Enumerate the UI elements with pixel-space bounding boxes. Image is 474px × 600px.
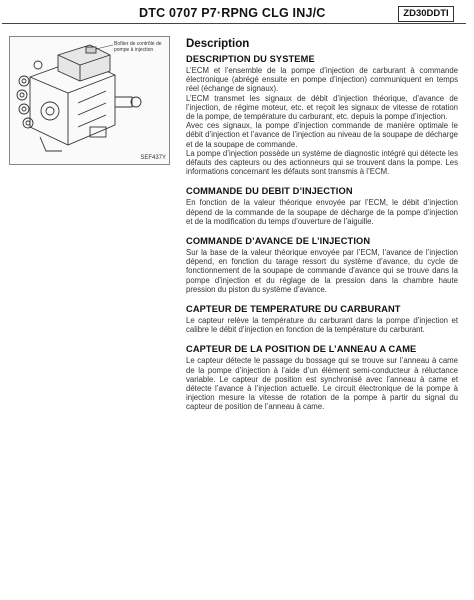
paragraph: Le capteur détecte le passage du bossage qui se trouve sur l’anneau à came de la pompe d’injection à l’aide d’un élément semi-conducteur à réluctance variable. Le capteur de position est synchronisé avec l’anneau à came et détecte l’avance à l’injection actuelle. Le circuit électronique de la pompe à injection mesure la vitesse de rotation de la pompe à partir du signal du capteur de position de l’anneau à came. (186, 356, 458, 412)
section-title-avance: COMMANDE D’AVANCE DE L’INJECTION (186, 236, 371, 247)
figure-caption: Boîtier de contrôle de pompe à injection (114, 41, 162, 53)
paragraph: Avec ces signaux, la pompe d’injection commande de manière optimale le débit d’injection et l’avance de l’injection au niveau de la soupape de décharge et de la soupape de commande. (186, 121, 458, 149)
section-title-anneau-came: CAPTEUR DE LA POSITION DE L’ANNEAU A CAME (186, 344, 417, 355)
description-title: Description (186, 38, 250, 50)
injection-pump-figure (9, 36, 170, 165)
paragraph: En fonction de la valeur théorique envoyée par l’ECM, le débit d’injection dépend de la commande de la soupape de décharge de la pompe d’injection et de la modification du temps d’ouverture de l’aiguille. (186, 198, 458, 226)
section-title-temperature: CAPTEUR DE TEMPERATURE DU CARBURANT (186, 304, 401, 315)
paragraph: L’ECM transmet les signaux de débit d’injection théorique, d’avance de l’injection, de régime moteur, etc. et reçoit les signaux de vitesse de rotation de la pompe, de température du carburant, etc. depuis la pompe d’injection. (186, 93, 458, 122)
section-title-debit: COMMANDE DU DEBIT D’INJECTION (186, 186, 353, 197)
injection-pump-drawing (10, 37, 169, 164)
paragraph: Le capteur relève la température du carburant dans la pompe d’injection et calibre le débit d’injection en fonction de la température du carburant. (186, 316, 458, 335)
engine-code-badge: ZD30DDTI (398, 6, 454, 22)
paragraph: L’ECM et l’ensemble de la pompe d’injection de carburant à commande électronique (abrégé ensuite en pompe d’injection) communiquent en temps réel (échange de signaux). (186, 66, 458, 94)
page-header (0, 0, 474, 26)
page-title: DTC 0707 P7·RPNG CLG INJ/C (139, 6, 326, 20)
figure-code: SEF437Y (140, 155, 166, 161)
paragraph: La pompe d’injection possède un système de diagnostic intégré qui détecte les défauts des capteurs ou des actionneurs qui se trouvent dans la pompe. Les informations concernant les défauts sont transmis à l’ECM. (186, 148, 458, 177)
section-title-systeme: DESCRIPTION DU SYSTEME (186, 54, 315, 64)
header-divider (2, 23, 466, 24)
paragraph: Sur la base de la valeur théorique envoyée par l’ECM, l’avance de l’injection dépend, en fonction du tarage ressort du système d’avance, du cycle de fonctionnement de la soupape de commande d’avance qui se trouve dans la pompe d’injection et du réglage de la pression dans la chambre haute pression du piston du système d’avance. (186, 248, 458, 294)
description-content (186, 38, 458, 412)
